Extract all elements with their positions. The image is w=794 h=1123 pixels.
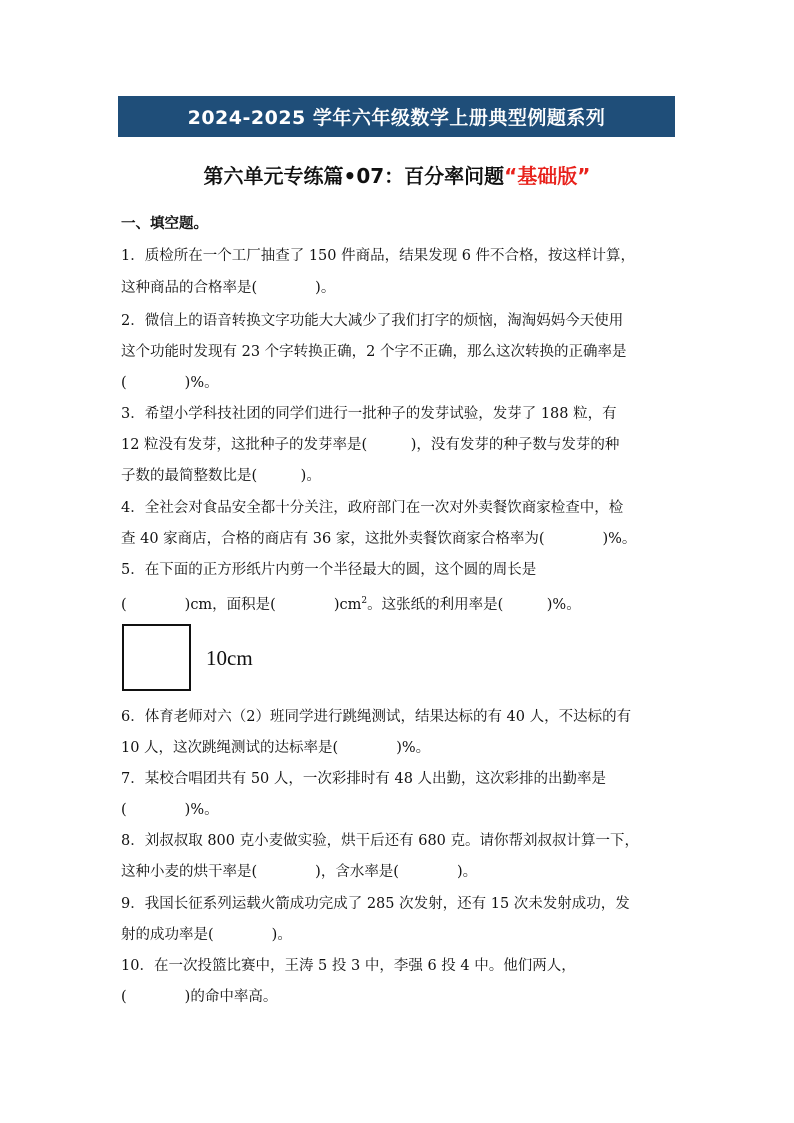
question-6-line-2: 10 人，这次跳绳测试的达标率是( )%。: [121, 740, 431, 756]
question-6-line-1: 6．体育老师对六（2）班同学进行跳绳测试，结果达标的有 40 人，不达标的有: [121, 709, 632, 725]
question-3-line-2: 12 粒没有发芽，这批种子的发芽率是( )，没有发芽的种子数与发芽的种: [121, 437, 620, 453]
question-3-line-3: 子数的最简整数比是( )。: [121, 468, 321, 484]
square-side-label: 10cm: [206, 646, 253, 670]
question-10-line-1: 10．在一次投篮比赛中，王涛 5 投 3 中，李强 6 投 4 中。他们两人，: [121, 958, 576, 974]
section-heading: 一、填空题。: [121, 216, 208, 232]
question-5-blank-text: ( )cm，面积是( )cm: [121, 596, 362, 613]
unit-title-main: 第六单元专练篇•07：百分率问题: [203, 164, 505, 188]
question-7-line-1: 7．某校合唱团共有 50 人，一次彩排时有 48 人出勤，这次彩排的出勤率是: [121, 771, 607, 787]
question-5-tail-text: 。这张纸的利用率是( )%。: [367, 596, 581, 613]
unit-title-highlight: “基础版”: [504, 164, 591, 188]
question-2-line-1: 2．微信上的语音转换文字功能大大减少了我们打字的烦恼，淘淘妈妈今天使用: [121, 313, 624, 329]
squared-superscript: 2: [361, 596, 368, 606]
question-2-line-3: ( )%。: [121, 375, 219, 391]
unit-title: [0, 160, 794, 189]
question-5-line-1: 5．在下面的正方形纸片内剪一个半径最大的圆，这个圆的周长是: [121, 562, 537, 578]
question-1-line-2: 这种商品的合格率是( )。: [121, 280, 336, 296]
question-9-line-1: 9．我国长征系列运载火箭成功完成了 285 次发射，还有 15 次未发射成功，发: [121, 896, 630, 912]
question-10-line-2: ( )的命中率高。: [121, 989, 278, 1005]
question-4-line-2: 查 40 家商店，合格的商店有 36 家，这批外卖餐饮商家合格率为( )%。: [121, 531, 637, 547]
question-9-line-2: 射的成功率是( )。: [121, 927, 292, 943]
question-5-line-2: [121, 591, 581, 615]
question-4-line-1: 4．全社会对食品安全都十分关注，政府部门在一次对外卖餐饮商家检查中，检: [121, 500, 624, 516]
series-title: 2024-2025 学年六年级数学上册典型例题系列: [187, 107, 606, 129]
square-paper-figure: [122, 624, 191, 691]
question-7-line-2: ( )%。: [121, 802, 219, 818]
series-banner: [118, 96, 675, 137]
question-8-line-2: 这种小麦的烘干率是( )，含水率是( )。: [121, 864, 478, 880]
question-3-line-1: 3．希望小学科技社团的同学们进行一批种子的发芽试验，发芽了 188 粒，有: [121, 406, 617, 422]
question-2-line-2: 这个功能时发现有 23 个字转换正确，2 个字不正确，那么这次转换的正确率是: [121, 344, 627, 360]
question-1-line-1: 1．质检所在一个工厂抽查了 150 件商品，结果发现 6 件不合格，按这样计算，: [121, 248, 636, 264]
question-8-line-1: 8．刘叔叔取 800 克小麦做实验，烘干后还有 680 克。请你帮刘叔叔计算一下，: [121, 833, 640, 849]
